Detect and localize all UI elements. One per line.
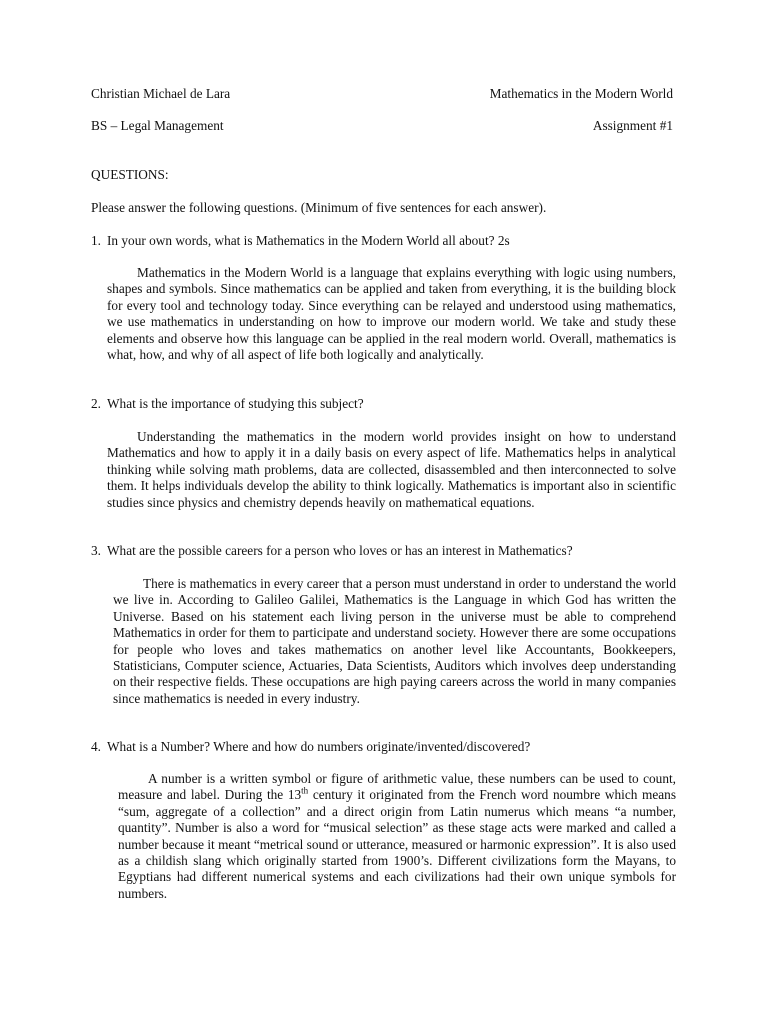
student-name: Christian Michael de Lara (91, 86, 231, 101)
question-text: What is a Number? Where and how do numbers originate/invented/discovered? (107, 739, 531, 754)
question-number: 3. (91, 543, 101, 558)
question-4 (91, 739, 530, 755)
question-1 (91, 233, 510, 249)
header-row-2 (91, 118, 673, 134)
question-number: 4. (91, 739, 101, 754)
header-row-1 (91, 86, 673, 102)
question-text: What is the importance of studying this subject? (107, 396, 364, 411)
question-text: In your own words, what is Mathematics in the Modern World all about? 2s (107, 233, 510, 248)
answer-2: Understanding the mathematics in the modern world provides insight on how to understand Mathematics and how to apply it in a daily basis on every aspect of life. Mathematics helps in analytical thinking while solving math problems, data are collected, disassembled and then interconnected to solve them. It helps individuals develop the ability to think logically. Mathematics is important also in scientific studies since physics and chemistry depends heavily on mathematical equations. (107, 429, 676, 510)
question-number: 1. (91, 233, 101, 248)
answer-3: There is mathematics in every career that a person must understand in order to understand the world we live in. According to Galileo Galilei, Mathematics is the Language in which God has written the Universe. Based on his statement each living person in the universe must be able to comprehend Mathematics in order for them to participate and understand society. However there are some occupations for people who loves and takes mathematics on another level like Accountants, Bookkeepers, Statisticians, Computer science, Actuaries, Data Scientists, Auditors which involves deep understanding on their respective fields. These occupations are high paying careers across the world in many companies since mathematics is needed in every industry. (113, 576, 676, 706)
program-name: BS – Legal Management (91, 118, 224, 133)
question-3 (91, 543, 573, 559)
answer-4 (118, 771, 676, 902)
answer-4-part-2: century it originated from the French word noumbre which means “sum, aggregate of a collection” and a direct origin from Latin numerus which means “a number, quantity”. Number is also a word for “musical selection” as these stage acts were marked and called a number because it meant “metrical sound or utterance, measured or harmonic expression”. It is also used as a childish slang which originally started from 1900’s. Different civilizations form the Mayans, to Egyptians had different numerical systems and each civilizations had their own unique symbols for numbers. (118, 787, 677, 901)
answer-1: Mathematics in the Modern World is a language that explains everything with logic using numbers, shapes and symbols. Since mathematics can be applied and taken from everything, it is the building block for every tool and technology today. Since everything can be relayed and understood using mathematics, we use mathematics in understanding on how to improve our modern world. We take and study these elements and observe how this language can be applied in the real modern world. Overall, mathematics is what, how, and why of all aspect of life both logically and analytically. (107, 265, 676, 363)
assignment-label: Assignment #1 (592, 118, 673, 133)
question-number: 2. (91, 396, 101, 411)
question-text: What are the possible careers for a person who loves or has an interest in Mathematics? (107, 543, 573, 558)
ordinal-suffix: th (301, 785, 309, 796)
questions-heading: QUESTIONS: (91, 167, 169, 182)
course-title: Mathematics in the Modern World (489, 86, 673, 101)
instructions: Please answer the following questions. (Minimum of five sentences for each answer). (91, 200, 547, 215)
answer-4-part-1: A number is a written symbol or figure of arithmetic value, these numbers can be used to count, measure and label. During the 13 (118, 771, 676, 803)
question-2 (91, 396, 364, 412)
